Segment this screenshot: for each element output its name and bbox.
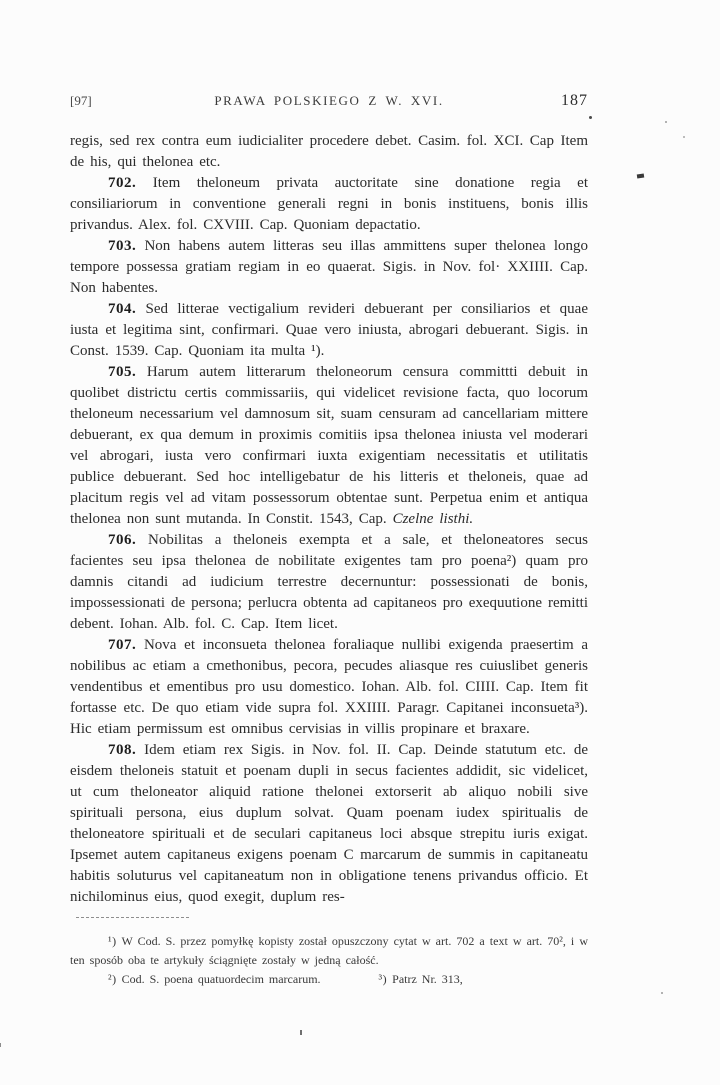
footnote-separator [76, 917, 189, 918]
footnote-row-2 [70, 970, 588, 989]
paragraph-number: 703. [108, 238, 137, 254]
paragraph-number: 706. [108, 532, 137, 548]
scan-speck [0, 1043, 1, 1047]
paragraph-text: Nova et inconsueta thelonea foraliaque nullibi exigenda praesertim a nobilibus ac etiam a cmethonibus, pecora, pecudes aliasque res cuiuslibet generis vendentibus et ementibus pro usu domestico. Iohan. Alb. fol. CIIII. Cap. Item fit fortasse etc. De quo etiam vide supra fol. XXIIII. Paragr. Capitanei inconsueta³). Hic etiam permissum est omnibus cervisias in villis propinare et braxare. [70, 637, 588, 737]
paragraph-704 [70, 299, 588, 362]
continuation-paragraph: regis, sed rex contra eum iudicialiter procedere debet. Casim. fol. XCI. Cap Item de his, qui thelonea etc. [70, 133, 588, 170]
footnote-1 [70, 932, 588, 970]
footnote-text: Cod. S. poena quatuordecim marcarum. [121, 972, 321, 986]
footnotes-section [70, 917, 588, 989]
paragraph-text: Nobilitas a theloneis exempta et a sale, et theloneatores secus facientes seu ipsa thelonea de nobilitate exigentes tam pro poena²) quam pro damnis citandi ad iudicium terrestre decernuntur: possessionati de bonis, impossessionati de persona; perlucra obtenta ad capitaneos pro exequutione remitti debent. Iohan. Alb. fol. C. Cap. Item licet. [70, 532, 588, 632]
paragraph-text: Non habens autem litteras seu illas ammittens super thelonea longo tempore possessa gratiam regiam in eo quaerat. Sigis. in Nov. fol· XXIIII. Cap. Non habentes. [70, 238, 588, 296]
scan-speck [661, 992, 663, 994]
paragraph-number: 704. [108, 301, 137, 317]
running-title: PRAWA POLSKIEGO Z W. XVI. [214, 93, 444, 108]
paragraph-702 [70, 173, 588, 236]
scan-speck [300, 1030, 302, 1035]
page-header [70, 92, 588, 110]
paragraph-703 [70, 236, 588, 299]
footnote-3 [379, 972, 463, 986]
paragraph-number: 707. [108, 637, 137, 653]
paragraph-number: 708. [108, 742, 137, 758]
footnote-text: W Cod. S. przez pomyłkę kopisty został opuszczony cytat w art. 702 a text w art. 70², i w ten sposób oba te artykuły ściągnięte zostały w jedną całość. [70, 934, 588, 967]
footnote-2 [108, 972, 321, 986]
footnote-marker: ²) [108, 972, 117, 986]
paragraph-text: Sed litterae vectigalium revideri debuerant per consiliarios et quae iusta et legitima sint, confirmari. Quae vero iniusta, abrogari debuerant. Sigis. in Const. 1539. Cap. Quoniam ita multa ¹). [70, 301, 589, 359]
paragraph-text: Item theloneum privata auctoritate sine donatione regia et consiliariorum in conventione generali regni in bonis instituens, bonis illis privandus. Alex. fol. CXVIII. Cap. Quoniam depactatio. [70, 175, 589, 233]
scan-speck [683, 136, 685, 138]
footnote-marker: ¹) [108, 934, 117, 948]
page-number: 187 [561, 92, 588, 109]
paragraph-706 [70, 530, 588, 635]
paragraph-708 [70, 740, 588, 908]
footnote-text: Patrz Nr. 313, [392, 972, 463, 986]
scan-speck [589, 116, 592, 119]
paragraph-text: Harum autem litterarum theloneorum censura committti debuit in quolibet districtu certis commissariis, qui videlicet revisione facta, quo locorum theloneum necessarium vel damnosum sit, suam censuram ad cancellariam mittere debuerant, ex qua demum in proximis comitiis ipsa thelonea iniusta vel moderari vel abrogari, iusta vero confirmari iuxta exigentiam necessitatis et utilitatis publice debuerant. Sed hoc intelligebatur de his litteris et theloneis, quae ad placitum regis vel ad vitam possessorum obtentae sunt. Perpetua enim et antiqua thelonea non sunt mutanda. In Constit. 1543, Cap. [70, 364, 588, 527]
paragraph-707 [70, 635, 588, 740]
text-block [70, 92, 588, 989]
scan-speck [637, 174, 644, 179]
document-number: [97] [70, 93, 92, 108]
paragraph-number: 702. [108, 175, 137, 191]
paragraph-italic-text: Czelne listhi. [392, 511, 474, 527]
paragraph-705 [70, 362, 588, 530]
footnote-marker: ³) [378, 972, 388, 986]
main-text [70, 131, 588, 908]
paragraph-number: 705. [108, 364, 137, 380]
scan-speck [665, 121, 667, 123]
paragraph-text: Idem etiam rex Sigis. in Nov. fol. II. Cap. Deinde statutum etc. de eisdem theloneis statuit et poenam dupli in secus facientes addidit, sic videlicet, ut cum theloneator aliquid ratione thelonei extorserit ab aliquo nobili sive spirituali persona, eius duplum solvat. Quam poenam iudex spiritualis de theloneatore spirituali et de seculari capitaneus loci absque strepitu iuris exigat. Ipsemet autem capitaneus exigens poenam C marcarum de summis in capitaneatu habitis soluturus vel capitaneatum non in obligatione tenens privandus officio. Et nichilominus eius, quod exegit, duplum res- [70, 742, 589, 905]
